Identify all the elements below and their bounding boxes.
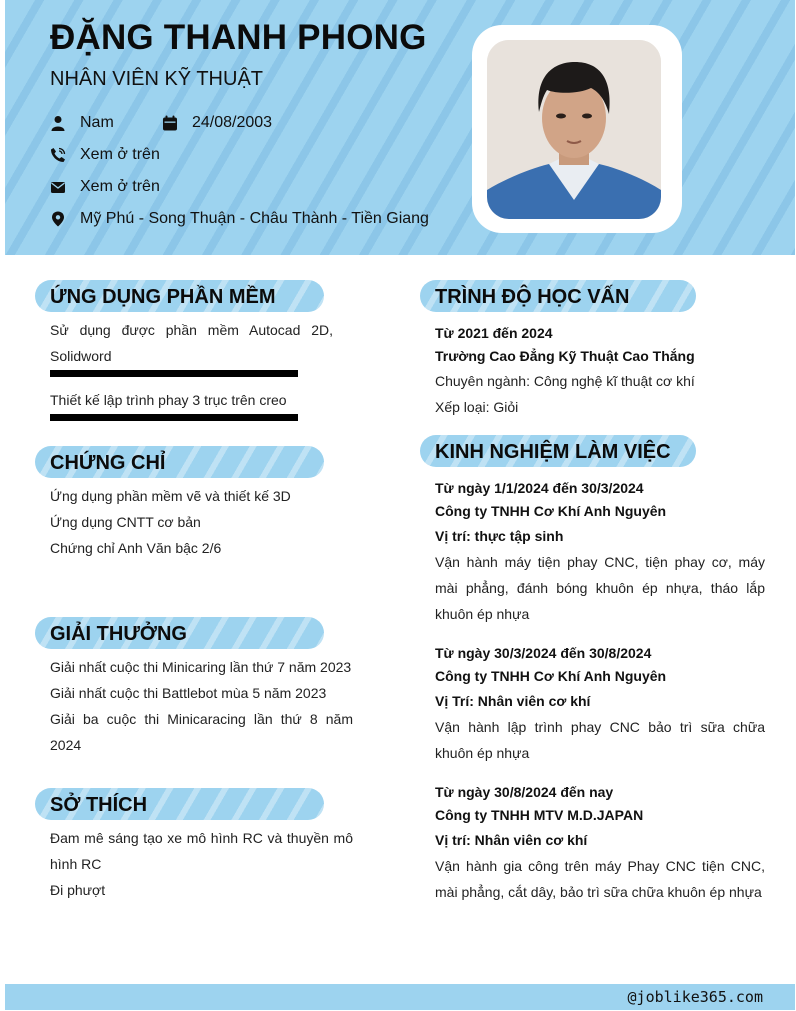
skill-item-1: Sử dụng được phần mềm Autocad 2D, Solidword <box>50 322 333 364</box>
job-1-position: Vị trí: thực tập sinh <box>435 528 564 544</box>
hobby-item-1: Đam mê sáng tạo xe mô hình RC và thuyền mô hình RC <box>50 830 353 872</box>
phone-icon <box>50 147 66 163</box>
footer-bar <box>5 984 795 1010</box>
education-school: Trường Cao Đẳng Kỹ Thuật Cao Thắng <box>435 348 695 364</box>
birthdate-value: 24/08/2003 <box>192 114 273 131</box>
job-2-period: Từ ngày 30/3/2024 đến 30/8/2024 <box>435 645 652 661</box>
job-1-period: Từ ngày 1/1/2024 đến 30/3/2024 <box>435 480 644 496</box>
skills-heading: ỨNG DỤNG PHẦN MỀM <box>35 280 324 312</box>
award-item-2: Giải nhất cuộc thi Battlebot mùa 5 năm 2023 <box>50 685 327 701</box>
phone-value: Xem ở trên <box>80 146 160 163</box>
education-period: Từ 2021 đến 2024 <box>435 325 553 341</box>
job-3-position: Vị trí: Nhân viên cơ khí <box>435 832 588 848</box>
job-3-period: Từ ngày 30/8/2024 đến nay <box>435 784 614 800</box>
envelope-icon <box>50 179 66 195</box>
skill-item-2: Thiết kế lập trình phay 3 trục trên creo <box>50 392 287 408</box>
certificates-heading: CHỨNG CHỈ <box>35 446 324 478</box>
gender-value: Nam <box>80 114 114 131</box>
education-heading: TRÌNH ĐỘ HỌC VẤN <box>420 280 696 312</box>
hobby-item-2: Đi phượt <box>50 882 106 898</box>
award-item-3: Giải ba cuộc thi Minicaracing lần thứ 8 năm 2024 <box>50 711 353 753</box>
job-2-description: Vận hành lập trình phay CNC bảo trì sữa chữa khuôn ép nhựa <box>435 719 765 761</box>
education-major: Chuyên ngành: Công nghệ kĩ thuật cơ khí <box>435 373 695 389</box>
job-1-company: Công ty TNHH Cơ Khí Anh Nguyên <box>435 503 667 519</box>
certificate-item-1: Ứng dụng phần mềm vẽ và thiết kế 3D <box>50 488 291 504</box>
candidate-name: ĐẶNG THANH PHONG <box>50 18 427 57</box>
photo-frame <box>472 25 682 233</box>
job-title: NHÂN VIÊN KỸ THUẬT <box>50 68 263 90</box>
profile-photo <box>487 40 661 219</box>
job-1-description: Vận hành máy tiện phay CNC, tiện phay cơ, máy mài phẳng, đánh bóng khuôn ép nhựa, tháo lắp khuôn ép nhựa <box>435 554 765 622</box>
experience-heading: KINH NGHIỆM LÀM VIỆC <box>420 435 696 467</box>
footer-watermark: @joblike365.com <box>627 988 763 1006</box>
job-3-description: Vận hành gia công trên máy Phay CNC tiện CNC, mài phẳng, cắt dây, bảo trì sữa chữa khuôn ép nhựa <box>435 858 765 900</box>
user-icon <box>50 115 66 131</box>
address-value: Mỹ Phú - Song Thuận - Châu Thành - Tiền Giang <box>80 210 429 227</box>
skill-level-bar-2 <box>50 414 298 421</box>
certificate-item-3: Chứng chỉ Anh Văn bậc 2/6 <box>50 540 222 556</box>
email-value: Xem ở trên <box>80 178 160 195</box>
certificate-item-2: Ứng dụng CNTT cơ bản <box>50 514 201 530</box>
award-item-1: Giải nhất cuộc thi Minicaring lần thứ 7 năm 2023 <box>50 659 352 675</box>
location-pin-icon <box>50 211 66 227</box>
awards-heading: GIẢI THƯỞNG <box>35 617 324 649</box>
hobbies-heading: SỞ THÍCH <box>35 788 324 820</box>
header-banner <box>5 0 795 255</box>
calendar-icon <box>162 115 178 131</box>
education-grade: Xếp loại: Giỏi <box>435 399 519 415</box>
job-2-position: Vị Trí: Nhân viên cơ khí <box>435 693 591 709</box>
skill-level-bar-1 <box>50 370 298 377</box>
job-3-company: Công ty TNHH MTV M.D.JAPAN <box>435 807 644 823</box>
job-2-company: Công ty TNHH Cơ Khí Anh Nguyên <box>435 668 667 684</box>
